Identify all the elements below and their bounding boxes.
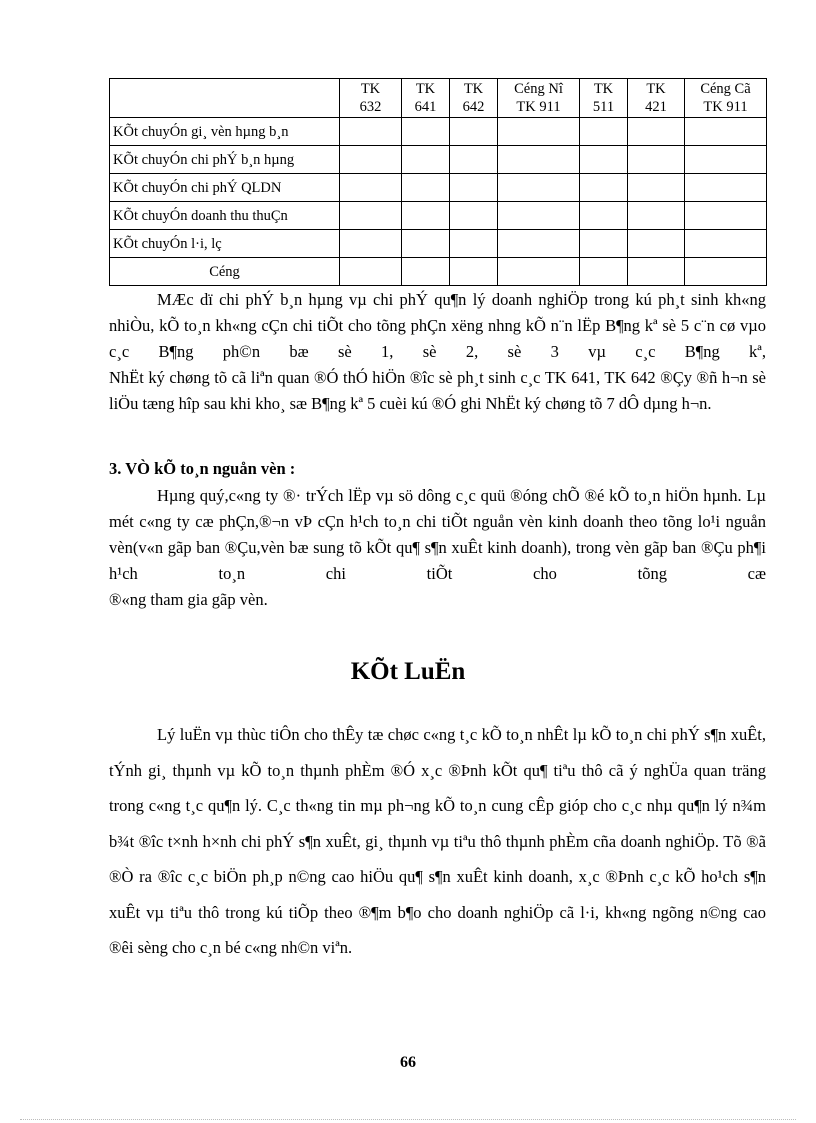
table-cell [402,230,450,258]
table-cell [498,230,580,258]
table-cell [450,258,498,286]
table-cell [498,202,580,230]
table-cell [450,146,498,174]
paragraph-capital: Hµng quý,c«ng ty ®· trÝch lËp vµ sö dông c¸c quü ®óng chÕ ®é kÕ to¸n hiÖn hµnh. Lµ mét c«ng ty cæ phÇn,®¬n vÞ cÇn h¹ch to¸n chi tiÕt nguån vèn kinh doanh theo tõng lo¹i nguån vèn(v«n gãp ban ®Çu,vèn bæ sung tõ kÕt qu¶ s¶n xuÊt kinh doanh), trong vèn gãp ban ®Çu ph¶i h¹ch to¸n chi tiÕt cho tõng cæ ®«ng tham gia gãp vèn. [109,486,766,609]
paragraph-conclusion: Lý luËn vµ thùc tiÔn cho thÊy tæ chøc c«ng t¸c kÕ to¸n nhÊt lµ kÕ to¸n chi phÝ s¶n xuÊt, tÝnh gi¸ thµnh vµ kÕ to¸n thµnh phÈm ®Ó x¸c ®Þnh kÕt qu¶ tiªu thô cã ý nghÜa quan träng trong c«ng t¸c qu¶n lý. C¸c th«ng tin mµ ph¬ng kÕ to¸n cung cÊp gióp cho c¸c nhµ qu¶n lý n¾m b¾t ®îc t×nh h×nh chi phÝ s¶n xuÊt, gi¸ thµnh vµ tiªu thô thµnh phÈm cña doanh nghiÖp. Tõ ®ã ®Ò ra ®îc c¸c biÖn ph¸p n©ng cao hiÖu qu¶ s¶n xuÊt kinh doanh, x¸c ®Þnh c¸c kÕ ho¹ch s¶n xuÊt vµ tiªu thô trong kú tiÕp theo ®¶m b¶o cho doanh nghiÖp cã l·i, kh«ng ngõng n©ng cao ®êi sèng cho c¸n bé c«ng nh©n viªn. [109,725,766,957]
col-header-tk632: TK 632 [340,79,402,118]
table-cell [628,258,685,286]
table-cell [628,230,685,258]
table-cell [685,146,767,174]
table-cell [450,230,498,258]
table-cell [628,202,685,230]
table-header-blank [110,79,340,118]
col-header-tk642: TK 642 [450,79,498,118]
table-cell [498,258,580,286]
row-label: KÕt chuyÓn doanh thu thuÇn [110,202,340,230]
closing-entries-table [109,78,767,286]
conclusion-title: KÕt LuËn [350,658,466,685]
page-bottom-rule [20,1119,796,1120]
row-label: KÕt chuyÓn chi phÝ QLDN [110,174,340,202]
table-cell [580,230,628,258]
table-cell [498,118,580,146]
paragraph-expenses: MÆc dï chi phÝ b¸n hµng vµ chi phÝ qu¶n lý doanh nghiÖp trong kú ph¸t sinh kh«ng nhiÒu, kÕ to¸n kh«ng cÇn chi tiÕt cho tõng phÇn xëng nhng kÕ n¨n lËp B¶ng kª sè 5 c¨n cø vµo c¸c B¶ng ph©n bæ sè 1, sè 2, sè 3 vµ c¸c B¶ng kª, NhËt ký chøng tõ cã liªn quan ®Ó thÓ hiÖn ®îc sè ph¸t sinh c¸c TK 641, TK 642 ®Çy ®ñ h¬n sè liÖu tæng hîp sau khi kho¸ sæ B¶ng kª 5 cuèi kú ®Ó ghi NhËt ký chøng tõ 7 dÔ dµng h¬n. [109,290,766,413]
col-header-tk511: TK 511 [580,79,628,118]
table-cell [340,174,402,202]
table-cell [340,202,402,230]
table-cell [628,118,685,146]
table-cell [402,146,450,174]
row-label: KÕt chuyÓn chi phÝ b¸n hµng [110,146,340,174]
table-cell [685,258,767,286]
table-cell [340,258,402,286]
row-label: Céng [110,258,340,286]
table-cell [685,202,767,230]
table-cell [628,174,685,202]
table-row [110,258,767,286]
table-cell [580,118,628,146]
table-cell [340,146,402,174]
table-row [110,118,767,146]
col-header-debit-911: Céng Nî TK 911 [498,79,580,118]
row-label: KÕt chuyÓn gi¸ vèn hµng b¸n [110,118,340,146]
table-row [110,230,767,258]
col-header-tk421: TK 421 [628,79,685,118]
table-cell [628,146,685,174]
table-row [110,202,767,230]
section-heading-capital: 3. VÒ kÕ to¸n nguån vèn : [109,459,296,478]
table-cell [685,174,767,202]
table-cell [498,146,580,174]
table-cell [450,202,498,230]
table-row [110,146,767,174]
table-cell [340,118,402,146]
table-cell [498,174,580,202]
table-row [110,174,767,202]
page-number: 66 [400,1054,416,1071]
table-cell [685,118,767,146]
table-cell [340,230,402,258]
table-header-row [110,79,767,118]
table-cell [402,174,450,202]
table-cell [450,174,498,202]
col-header-credit-911: Céng Cã TK 911 [685,79,767,118]
table-cell [685,230,767,258]
table-cell [580,202,628,230]
col-header-tk641: TK 641 [402,79,450,118]
table-cell [580,146,628,174]
table-cell [580,174,628,202]
table-cell [402,118,450,146]
table-cell [450,118,498,146]
table-cell [580,258,628,286]
table-cell [402,202,450,230]
table-cell [402,258,450,286]
row-label: KÕt chuyÓn l·i, lç [110,230,340,258]
